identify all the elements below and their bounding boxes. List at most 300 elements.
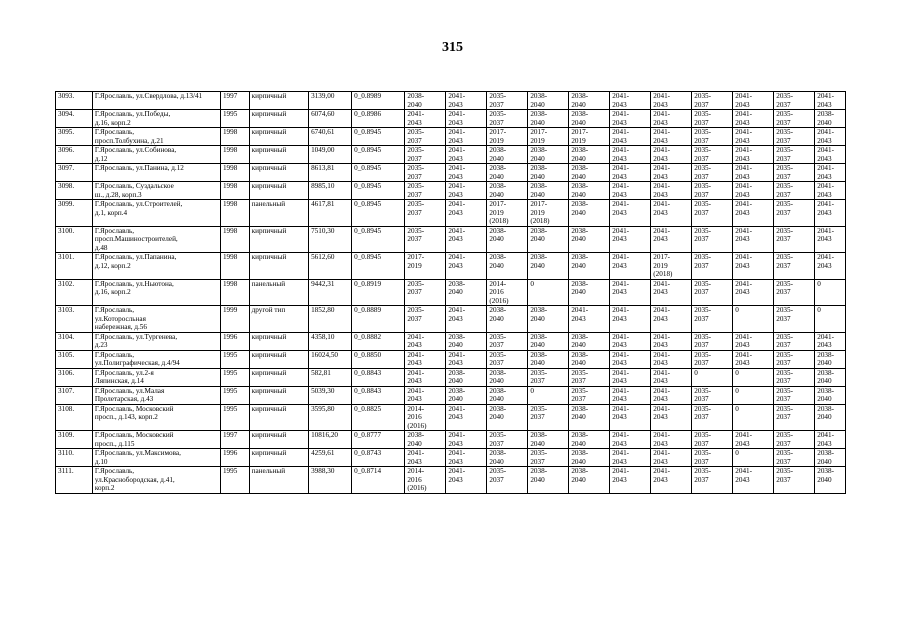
cell-period-2: 2038- 2040	[446, 368, 487, 386]
cell-wall-material: панельный	[249, 279, 308, 306]
cell-year: 1998	[220, 279, 249, 306]
cell-address: Г.Ярославль, ул.Строителей, д.1, корп.4	[92, 200, 220, 227]
cell-row-number: 3106.	[56, 368, 93, 386]
cell-period-10: 2035- 2037	[774, 306, 815, 333]
cell-period-9: 2041- 2043	[733, 253, 774, 280]
cell-period-5: 2038- 2040	[569, 110, 610, 128]
cell-address: Г.Ярославль, ул.Которосльная набережная, д.56	[92, 306, 220, 333]
cell-period-6: 2041- 2043	[610, 467, 651, 494]
cell-period-10: 2035- 2037	[774, 467, 815, 494]
cell-period-5: 2038- 2040	[569, 253, 610, 280]
table-body	[56, 92, 846, 494]
cell-area: 1852,80	[309, 306, 352, 333]
cell-period-11: 2041- 2043	[815, 128, 846, 146]
cell-wall-material: другой тип	[249, 306, 308, 333]
cell-period-7: 2041- 2043	[651, 350, 692, 368]
cell-row-number: 3111.	[56, 467, 93, 494]
cell-period-2: 2041- 2043	[446, 128, 487, 146]
cell-wall-material: кирпичный	[249, 350, 308, 368]
cell-period-9: 2041- 2043	[733, 279, 774, 306]
cell-wall-material: кирпичный	[249, 92, 308, 110]
cell-wall-material: кирпичный	[249, 226, 308, 253]
cell-row-number: 3107.	[56, 386, 93, 404]
cell-period-6: 2041- 2043	[610, 164, 651, 182]
cell-period-3: 2038- 2040	[487, 164, 528, 182]
table-row	[56, 226, 846, 253]
table-row	[56, 431, 846, 449]
cell-period-1: 2038- 2040	[405, 92, 446, 110]
cell-row-number: 3100.	[56, 226, 93, 253]
cell-period-8: 0	[692, 368, 733, 386]
cell-area: 5039,30	[309, 386, 352, 404]
cell-address: Г.Ярославль, ул.Максимова, д.10	[92, 449, 220, 467]
cell-row-number: 3102.	[56, 279, 93, 306]
cell-period-1: 2035- 2037	[405, 279, 446, 306]
cell-period-4: 2038- 2040	[528, 164, 569, 182]
cell-period-9: 0	[733, 386, 774, 404]
cell-address: Г.Ярославль, ул.Ньютона, д.16, корп.2	[92, 279, 220, 306]
cell-row-number: 3099.	[56, 200, 93, 227]
cell-period-11: 0	[815, 279, 846, 306]
cell-period-2: 2038- 2040	[446, 386, 487, 404]
cell-period-6: 2041- 2043	[610, 200, 651, 227]
cell-period-11: 2038- 2040	[815, 449, 846, 467]
cell-wall-material: кирпичный	[249, 110, 308, 128]
cell-period-3: 2038- 2040	[487, 404, 528, 431]
cell-period-7: 2017- 2019 (2018)	[651, 253, 692, 280]
cell-period-5: 2038- 2040	[569, 226, 610, 253]
cell-row-number: 3096.	[56, 146, 93, 164]
cell-period-8: 2035- 2037	[692, 164, 733, 182]
cell-period-10: 2035- 2037	[774, 226, 815, 253]
cell-period-8: 2035- 2037	[692, 128, 733, 146]
cell-address: Г.Ярославль, просп.Машиностроителей, д.48	[92, 226, 220, 253]
cell-period-5: 2038- 2040	[569, 200, 610, 227]
cell-wear-coefficient: 0_0.8919	[352, 279, 405, 306]
cell-year: 1998	[220, 164, 249, 182]
cell-period-1: 2035- 2037	[405, 182, 446, 200]
cell-wall-material: кирпичный	[249, 404, 308, 431]
cell-period-9: 2041- 2043	[733, 350, 774, 368]
table-row	[56, 368, 846, 386]
cell-period-5: 2038- 2040	[569, 164, 610, 182]
cell-year: 1998	[220, 146, 249, 164]
cell-period-8: 2035- 2037	[692, 182, 733, 200]
cell-period-1: 2014- 2016 (2016)	[405, 467, 446, 494]
cell-period-2: 2041- 2043	[446, 350, 487, 368]
cell-period-4: 2038- 2040	[528, 110, 569, 128]
cell-period-5: 2038- 2040	[569, 279, 610, 306]
cell-period-10: 2035- 2037	[774, 164, 815, 182]
cell-period-4: 2038- 2040	[528, 467, 569, 494]
cell-period-7: 2041- 2043	[651, 92, 692, 110]
cell-period-6: 2041- 2043	[610, 306, 651, 333]
table-row	[56, 182, 846, 200]
cell-wear-coefficient: 0_0.8889	[352, 306, 405, 333]
cell-wear-coefficient: 0_0.8989	[352, 92, 405, 110]
cell-period-11: 2038- 2040	[815, 467, 846, 494]
cell-period-7: 2041- 2043	[651, 182, 692, 200]
cell-address: Г.Ярославль, ул.Малая Пролетарская, д.43	[92, 386, 220, 404]
cell-area: 6074,60	[309, 110, 352, 128]
cell-period-7: 2041- 2043	[651, 386, 692, 404]
cell-period-2: 2041- 2043	[446, 306, 487, 333]
table-row	[56, 253, 846, 280]
cell-period-11: 2038- 2040	[815, 110, 846, 128]
cell-wall-material: кирпичный	[249, 128, 308, 146]
cell-period-9: 0	[733, 368, 774, 386]
cell-year: 1995	[220, 368, 249, 386]
cell-year: 1995	[220, 350, 249, 368]
cell-period-11: 2041- 2043	[815, 146, 846, 164]
cell-period-7: 2041- 2043	[651, 226, 692, 253]
cell-address: Г.Ярославль, ул.Панина, д.12	[92, 164, 220, 182]
cell-period-8: 2035- 2037	[692, 279, 733, 306]
cell-period-1: 2035- 2037	[405, 146, 446, 164]
cell-period-8: 2035- 2037	[692, 467, 733, 494]
cell-period-4: 2038- 2040	[528, 146, 569, 164]
cell-period-4: 0	[528, 279, 569, 306]
cell-address: Г.Ярославль, ул.Свердлова, д.13/41	[92, 92, 220, 110]
cell-period-2: 2041- 2043	[446, 92, 487, 110]
cell-period-10: 2035- 2037	[774, 92, 815, 110]
cell-wear-coefficient: 0_0.8714	[352, 467, 405, 494]
cell-year: 1995	[220, 467, 249, 494]
cell-period-2: 2041- 2043	[446, 200, 487, 227]
cell-period-1: 2041- 2043	[405, 110, 446, 128]
cell-area: 7510,30	[309, 226, 352, 253]
cell-period-1: 2041- 2043	[405, 350, 446, 368]
cell-wall-material: панельный	[249, 467, 308, 494]
cell-area: 3595,80	[309, 404, 352, 431]
cell-year: 1998	[220, 200, 249, 227]
cell-period-11: 2041- 2043	[815, 226, 846, 253]
cell-period-6: 2041- 2043	[610, 110, 651, 128]
cell-period-1: 2035- 2037	[405, 226, 446, 253]
cell-period-4: 2038- 2040	[528, 92, 569, 110]
cell-period-6: 2041- 2043	[610, 368, 651, 386]
cell-area: 4259,61	[309, 449, 352, 467]
cell-period-1: 2041- 2043	[405, 386, 446, 404]
cell-period-6: 2041- 2043	[610, 449, 651, 467]
cell-period-8: 2035- 2037	[692, 146, 733, 164]
cell-period-9: 2041- 2043	[733, 128, 774, 146]
cell-period-4: 2038- 2040	[528, 306, 569, 333]
cell-row-number: 3101.	[56, 253, 93, 280]
table-row	[56, 467, 846, 494]
cell-wear-coefficient: 0_0.8986	[352, 110, 405, 128]
cell-period-3: 2014- 2016 (2016)	[487, 279, 528, 306]
table-row	[56, 404, 846, 431]
cell-period-8: 2035- 2037	[692, 332, 733, 350]
cell-period-1: 2035- 2037	[405, 306, 446, 333]
cell-period-9: 2041- 2043	[733, 332, 774, 350]
cell-row-number: 3110.	[56, 449, 93, 467]
cell-period-3: 2038- 2040	[487, 386, 528, 404]
cell-period-6: 2041- 2043	[610, 128, 651, 146]
cell-period-8: 2035- 2037	[692, 431, 733, 449]
cell-period-9: 2041- 2043	[733, 182, 774, 200]
cell-year: 1995	[220, 404, 249, 431]
cell-period-11: 2041- 2043	[815, 164, 846, 182]
cell-address: Г.Ярославль, просп.Толбухина, д.21	[92, 128, 220, 146]
cell-row-number: 3094.	[56, 110, 93, 128]
cell-wear-coefficient: 0_0.8843	[352, 368, 405, 386]
cell-period-8: 2035- 2037	[692, 386, 733, 404]
cell-period-3: 2035- 2037	[487, 467, 528, 494]
cell-address: Г.Ярославль, ул.Полиграфическая, д.4/94	[92, 350, 220, 368]
cell-wear-coefficient: 0_0.8777	[352, 431, 405, 449]
cell-period-10: 2035- 2037	[774, 368, 815, 386]
cell-wall-material: кирпичный	[249, 386, 308, 404]
cell-period-10: 2035- 2037	[774, 431, 815, 449]
cell-wall-material: кирпичный	[249, 182, 308, 200]
cell-period-4: 2035- 2037	[528, 368, 569, 386]
cell-period-9: 0	[733, 306, 774, 333]
table-row	[56, 332, 846, 350]
cell-year: 1997	[220, 431, 249, 449]
cell-period-11: 2038- 2040	[815, 368, 846, 386]
cell-period-8: 2035- 2037	[692, 92, 733, 110]
cell-period-3: 2035- 2037	[487, 92, 528, 110]
cell-period-11: 0	[815, 306, 846, 333]
cell-year: 1998	[220, 182, 249, 200]
cell-year: 1996	[220, 449, 249, 467]
cell-wall-material: кирпичный	[249, 146, 308, 164]
cell-area: 6740,61	[309, 128, 352, 146]
cell-year: 1998	[220, 253, 249, 280]
cell-period-7: 2041- 2043	[651, 164, 692, 182]
cell-period-5: 2038- 2040	[569, 431, 610, 449]
cell-area: 9442,31	[309, 279, 352, 306]
cell-period-1: 2038- 2040	[405, 431, 446, 449]
cell-period-2: 2041- 2043	[446, 404, 487, 431]
cell-area: 16024,50	[309, 350, 352, 368]
cell-period-6: 2041- 2043	[610, 350, 651, 368]
cell-period-10: 2035- 2037	[774, 386, 815, 404]
cell-period-5: 2038- 2040	[569, 182, 610, 200]
cell-period-4: 2038- 2040	[528, 182, 569, 200]
cell-period-10: 2035- 2037	[774, 200, 815, 227]
cell-period-2: 2041- 2043	[446, 449, 487, 467]
cell-period-7: 2041- 2043	[651, 146, 692, 164]
cell-period-5: 2038- 2040	[569, 92, 610, 110]
cell-period-10: 2035- 2037	[774, 279, 815, 306]
cell-address: Г.Ярославль, ул.2-я Ляпинская, д.14	[92, 368, 220, 386]
table-row	[56, 350, 846, 368]
cell-period-10: 2035- 2037	[774, 146, 815, 164]
cell-period-7: 2041- 2043	[651, 467, 692, 494]
cell-period-1: 2041- 2043	[405, 368, 446, 386]
cell-wear-coefficient: 0_0.8825	[352, 404, 405, 431]
cell-period-7: 2041- 2043	[651, 431, 692, 449]
cell-period-3: 2038- 2040	[487, 146, 528, 164]
cell-period-6: 2041- 2043	[610, 226, 651, 253]
cell-period-6: 2041- 2043	[610, 182, 651, 200]
cell-period-4: 2035- 2037	[528, 449, 569, 467]
cell-address: Г.Ярославль, ул.Папанина, д.12, корп.2	[92, 253, 220, 280]
cell-period-1: 2035- 2037	[405, 128, 446, 146]
cell-period-6: 2041- 2043	[610, 92, 651, 110]
cell-period-11: 2038- 2040	[815, 350, 846, 368]
cell-period-2: 2041- 2043	[446, 253, 487, 280]
cell-year: 1996	[220, 332, 249, 350]
table-row	[56, 306, 846, 333]
cell-period-4: 2035- 2037	[528, 404, 569, 431]
cell-period-2: 2041- 2043	[446, 164, 487, 182]
cell-wall-material: кирпичный	[249, 253, 308, 280]
cell-period-11: 2041- 2043	[815, 332, 846, 350]
cell-area: 8613,81	[309, 164, 352, 182]
cell-address: Г.Ярославль, Московский просп., д.143, корп.2	[92, 404, 220, 431]
page-number: 315	[442, 40, 463, 55]
cell-period-4: 2038- 2040	[528, 253, 569, 280]
cell-period-11: 2038- 2040	[815, 404, 846, 431]
cell-period-2: 2038- 2040	[446, 279, 487, 306]
table-row	[56, 449, 846, 467]
cell-period-10: 2035- 2037	[774, 404, 815, 431]
cell-period-8: 2035- 2037	[692, 253, 733, 280]
cell-period-7: 2041- 2043	[651, 404, 692, 431]
cell-period-9: 2041- 2043	[733, 226, 774, 253]
cell-period-1: 2017- 2019	[405, 253, 446, 280]
cell-period-7: 2041- 2043	[651, 306, 692, 333]
cell-period-10: 2035- 2037	[774, 253, 815, 280]
cell-period-1: 2035- 2037	[405, 200, 446, 227]
cell-period-9: 0	[733, 449, 774, 467]
cell-wall-material: панельный	[249, 200, 308, 227]
cell-wear-coefficient: 0_0.8945	[352, 200, 405, 227]
cell-row-number: 3105.	[56, 350, 93, 368]
cell-wall-material: кирпичный	[249, 332, 308, 350]
cell-area: 4617,81	[309, 200, 352, 227]
cell-period-7: 2041- 2043	[651, 279, 692, 306]
cell-period-8: 2035- 2037	[692, 449, 733, 467]
cell-period-3: 2035- 2037	[487, 332, 528, 350]
cell-period-11: 2038- 2040	[815, 386, 846, 404]
cell-wear-coefficient: 0_0.8843	[352, 386, 405, 404]
cell-area: 4358,10	[309, 332, 352, 350]
cell-address: Г.Ярославль, Суздальское ш., д.28, корп.3	[92, 182, 220, 200]
cell-period-11: 2041- 2043	[815, 200, 846, 227]
cell-period-2: 2041- 2043	[446, 467, 487, 494]
cell-period-7: 2041- 2043	[651, 368, 692, 386]
cell-year: 1998	[220, 128, 249, 146]
cell-period-5: 2038- 2040	[569, 467, 610, 494]
cell-period-10: 2035- 2037	[774, 350, 815, 368]
cell-row-number: 3109.	[56, 431, 93, 449]
cell-address: Г.Ярославль, ул.Победы, д.16, корп.2	[92, 110, 220, 128]
table-row	[56, 92, 846, 110]
cell-period-11: 2041- 2043	[815, 431, 846, 449]
table-row	[56, 128, 846, 146]
cell-wear-coefficient: 0_0.8945	[352, 128, 405, 146]
cell-row-number: 3097.	[56, 164, 93, 182]
cell-period-7: 2041- 2043	[651, 332, 692, 350]
cell-year: 1997	[220, 92, 249, 110]
cell-period-6: 2041- 2043	[610, 386, 651, 404]
cell-period-4: 2017- 2019 (2018)	[528, 200, 569, 227]
cell-period-10: 2035- 2037	[774, 128, 815, 146]
cell-period-3: 2038- 2040	[487, 368, 528, 386]
table-row	[56, 146, 846, 164]
table-row	[56, 200, 846, 227]
cell-period-5: 2038- 2040	[569, 404, 610, 431]
cell-wall-material: кирпичный	[249, 449, 308, 467]
cell-year: 1995	[220, 110, 249, 128]
cell-period-10: 2035- 2037	[774, 332, 815, 350]
cell-wear-coefficient: 0_0.8743	[352, 449, 405, 467]
cell-year: 1999	[220, 306, 249, 333]
cell-wall-material: кирпичный	[249, 431, 308, 449]
buildings-table	[55, 91, 846, 494]
cell-period-8: 2035- 2037	[692, 110, 733, 128]
cell-wall-material: кирпичный	[249, 368, 308, 386]
cell-period-8: 2035- 2037	[692, 404, 733, 431]
cell-period-7: 2041- 2043	[651, 200, 692, 227]
cell-period-5: 2035- 2037	[569, 386, 610, 404]
cell-period-10: 2035- 2037	[774, 110, 815, 128]
cell-period-6: 2041- 2043	[610, 253, 651, 280]
cell-period-6: 2041- 2043	[610, 279, 651, 306]
cell-wear-coefficient: 0_0.8945	[352, 253, 405, 280]
cell-period-1: 2035- 2037	[405, 164, 446, 182]
cell-period-4: 2038- 2040	[528, 226, 569, 253]
cell-wear-coefficient: 0_0.8945	[352, 146, 405, 164]
cell-wall-material: кирпичный	[249, 164, 308, 182]
cell-period-5: 2038- 2040	[569, 332, 610, 350]
cell-period-7: 2041- 2043	[651, 449, 692, 467]
cell-period-2: 2041- 2043	[446, 182, 487, 200]
cell-period-2: 2038- 2040	[446, 332, 487, 350]
table-row	[56, 279, 846, 306]
cell-period-4: 0	[528, 386, 569, 404]
cell-area: 8985,10	[309, 182, 352, 200]
cell-period-8: 2035- 2037	[692, 306, 733, 333]
cell-period-2: 2041- 2043	[446, 431, 487, 449]
cell-period-5: 2017- 2019	[569, 128, 610, 146]
cell-row-number: 3104.	[56, 332, 93, 350]
cell-period-3: 2035- 2037	[487, 110, 528, 128]
cell-period-9: 2041- 2043	[733, 467, 774, 494]
cell-period-9: 2041- 2043	[733, 146, 774, 164]
cell-period-1: 2041- 2043	[405, 449, 446, 467]
cell-address: Г.Ярославль, ул.Краснобородская, д.41, корп.2	[92, 467, 220, 494]
cell-period-8: 2035- 2037	[692, 226, 733, 253]
cell-row-number: 3103.	[56, 306, 93, 333]
cell-row-number: 3093.	[56, 92, 93, 110]
cell-period-3: 2035- 2037	[487, 350, 528, 368]
cell-wear-coefficient: 0_0.8945	[352, 226, 405, 253]
cell-period-6: 2041- 2043	[610, 146, 651, 164]
cell-period-1: 2014- 2016 (2016)	[405, 404, 446, 431]
cell-period-2: 2041- 2043	[446, 110, 487, 128]
cell-area: 10816,20	[309, 431, 352, 449]
cell-period-3: 2035- 2037	[487, 431, 528, 449]
cell-period-6: 2041- 2043	[610, 404, 651, 431]
cell-period-9: 2041- 2043	[733, 200, 774, 227]
cell-area: 582,81	[309, 368, 352, 386]
cell-period-9: 2041- 2043	[733, 164, 774, 182]
cell-period-7: 2041- 2043	[651, 110, 692, 128]
cell-period-8: 2035- 2037	[692, 350, 733, 368]
cell-period-2: 2041- 2043	[446, 146, 487, 164]
cell-year: 1998	[220, 226, 249, 253]
cell-period-11: 2041- 2043	[815, 253, 846, 280]
cell-address: Г.Ярославль, ул.Тургенева, д.23	[92, 332, 220, 350]
cell-period-3: 2038- 2040	[487, 226, 528, 253]
cell-period-6: 2041- 2043	[610, 431, 651, 449]
